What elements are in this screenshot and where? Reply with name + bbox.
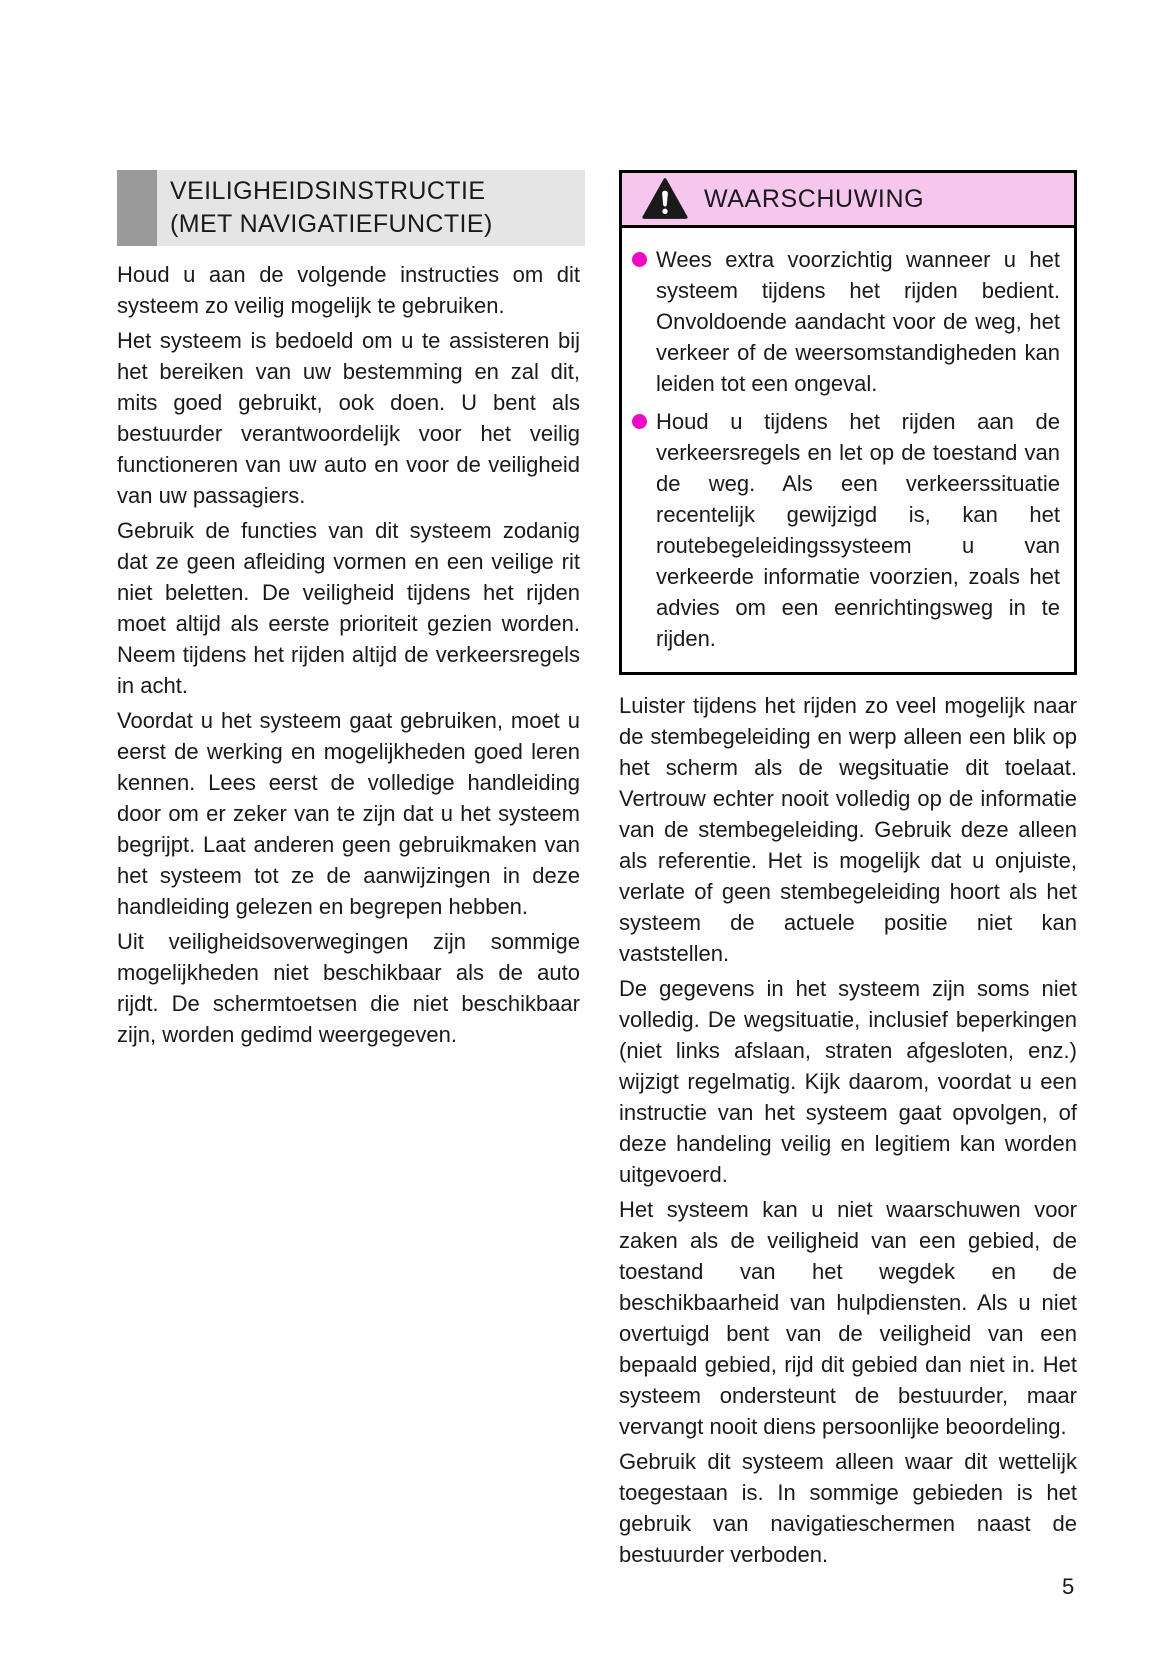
warning-item bbox=[632, 244, 1060, 399]
warning-header bbox=[622, 173, 1074, 228]
bullet-icon bbox=[632, 252, 647, 267]
paragraph: Luister tijdens het rijden zo veel mogelijk naar de stembegeleiding en werp alleen een blik op het scherm als de wegsituatie dit toelaat. Vertrouw echter nooit volledig op de informatie van de stembegeleiding. Gebruik deze alleen als referentie. Het is mogelijk dat u onjuiste, verlate of geen stembegeleiding hoort als het systeem de actuele positie niet kan vaststellen. bbox=[619, 693, 1077, 966]
warning-body bbox=[622, 228, 1074, 672]
heading-line-2: (MET NAVIGATIEFUNCTIE) bbox=[170, 210, 493, 238]
bullet-icon bbox=[632, 414, 647, 429]
paragraph: De gegevens in het systeem zijn soms niet volledig. De wegsituatie, inclusief beperkingen (niet links afslaan, straten afgesloten, enz.) wijzigt regelmatig. Kijk daarom, voordat u een instructie van het systeem gaat opvolgen, of deze handeling veilig en legitiem kan worden uitgevoerd. bbox=[619, 976, 1077, 1187]
warning-item-text: Wees extra voorzichtig wanneer u het systeem tijdens het rijden bedient. Onvoldoende aandacht voor de weg, het verkeer of de weersomstandigheden kan leiden tot een ongeval. bbox=[656, 247, 1060, 396]
warning-title: WAARSCHUWING bbox=[704, 184, 925, 213]
paragraph: Het systeem is bedoeld om u te assisteren bij het bereiken van uw bestemming en zal dit, mits goed gebruikt, ook doen. U bent als bestuurder verantwoordelijk voor het veilig functioneren van uw auto en voor de veiligheid van uw passagiers. bbox=[117, 328, 580, 508]
paragraph: Uit veiligheidsoverwegingen zijn sommige mogelijkheden niet beschikbaar als de auto rijdt. De schermtoetsen die niet beschikbaar zijn, worden gedimd weergegeven. bbox=[117, 929, 580, 1047]
warning-item bbox=[632, 406, 1060, 654]
heading-line-1: VEILIGHEIDSINSTRUCTIE bbox=[170, 177, 486, 205]
paragraph: Houd u aan de volgende instructies om dit systeem zo veilig mogelijk te gebruiken. bbox=[117, 262, 580, 318]
paragraph: Gebruik dit systeem alleen waar dit wettelijk toegestaan is. In sommige gebieden is het gebruik van navigatieschermen naast de bestuurder verboden. bbox=[619, 1449, 1077, 1567]
right-column bbox=[619, 170, 1077, 1574]
heading-band bbox=[157, 170, 585, 246]
heading-accent-bar bbox=[117, 170, 157, 246]
paragraph: Voordat u het systeem gaat gebruiken, moet u eerst de werking en mogelijkheden goed leren kennen. Lees eerst de volledige handleiding door om er zeker van te zijn dat u het systeem begrijpt. Laat anderen geen gebruikmaken van het systeem tot ze de aanwijzingen in deze handleiding gelezen en begrepen hebben. bbox=[117, 708, 580, 919]
warning-triangle-icon bbox=[642, 178, 688, 220]
section-heading bbox=[117, 170, 585, 246]
warning-item-text: Houd u tijdens het rijden aan de verkeersregels en let op de toestand van de weg. Als een verkeerssituatie recentelijk gewijzigd is, kan het routebegeleidingssysteem u van verkeerde informatie voorzien, zoals het advies om een eenrichtingsweg in te rijden. bbox=[656, 409, 1060, 651]
paragraph: Gebruik de functies van dit systeem zodanig dat ze geen afleiding vormen en een veilige rit niet beletten. De veiligheid tijdens het rijden moet altijd als eerste prioriteit gezien worden. Neem tijdens het rijden altijd de verkeersregels in acht. bbox=[117, 518, 580, 698]
page-number: 5 bbox=[1062, 1574, 1075, 1599]
left-column bbox=[117, 170, 585, 1054]
warning-box bbox=[619, 170, 1077, 675]
paragraph: Het systeem kan u niet waarschuwen voor zaken als de veiligheid van een gebied, de toestand van het wegdek en de beschikbaarheid van hulpdiensten. Als u niet overtuigd bent van de veiligheid van een bepaald gebied, rijd dit gebied dan niet in. Het systeem ondersteunt de bestuurder, maar vervangt nooit diens persoonlijke beoordeling. bbox=[619, 1197, 1077, 1439]
